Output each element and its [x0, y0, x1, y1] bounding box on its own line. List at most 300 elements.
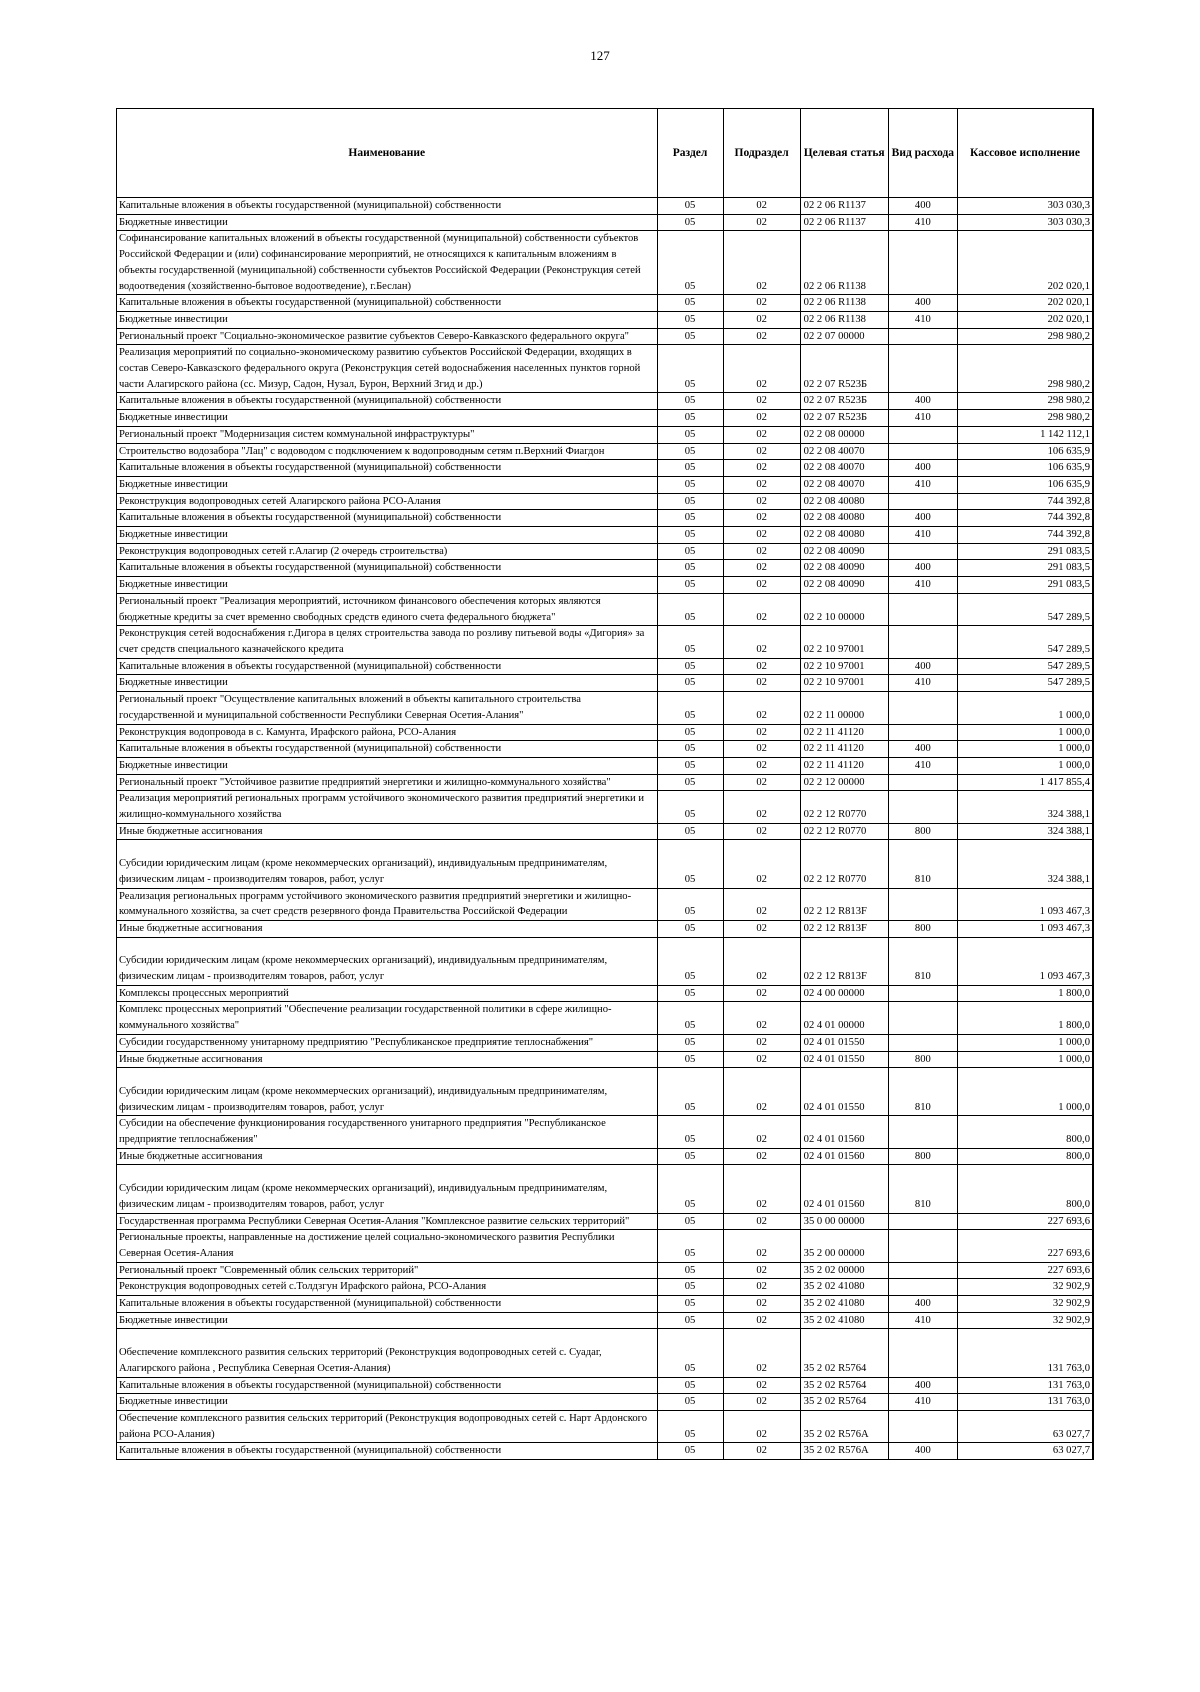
table-row: [117, 593, 1094, 625]
cell-section: 05: [657, 675, 723, 692]
cell-article: 02 4 01 01550: [800, 1068, 888, 1116]
cell-amount: 800,0: [958, 1165, 1093, 1213]
cell-section: 05: [657, 1394, 723, 1411]
cell-section: 05: [657, 328, 723, 345]
cell-section: 05: [657, 774, 723, 791]
table-row: [117, 443, 1094, 460]
cell-section: 05: [657, 1165, 723, 1213]
cell-name: Региональный проект "Социально-экономическое развитие субъектов Северо-Кавказского федерального округа": [117, 328, 658, 345]
cell-expense-type: [888, 328, 957, 345]
cell-expense-type: 410: [888, 214, 957, 231]
cell-section: 05: [657, 1230, 723, 1262]
cell-section: 05: [657, 443, 723, 460]
cell-amount: 1 000,0: [958, 757, 1093, 774]
cell-article: 02 2 08 40080: [800, 493, 888, 510]
cell-article: 02 2 06 R1138: [800, 311, 888, 328]
cell-subsection: 02: [723, 1410, 800, 1442]
cell-subsection: 02: [723, 1329, 800, 1377]
cell-subsection: 02: [723, 1051, 800, 1068]
cell-name: Субсидии юридическим лицам (кроме некоммерческих организаций), индивидуальным предпринимателям, физическим лицам - производителям товаров, работ, услуг: [117, 937, 658, 985]
cell-subsection: 02: [723, 1068, 800, 1116]
cell-subsection: 02: [723, 214, 800, 231]
cell-subsection: 02: [723, 888, 800, 920]
cell-name: Региональный проект "Модернизация систем коммунальной инфраструктуры": [117, 426, 658, 443]
cell-expense-type: 400: [888, 560, 957, 577]
cell-article: 02 2 06 R1138: [800, 231, 888, 295]
header-article: Целевая статья: [800, 109, 888, 198]
cell-section: 05: [657, 757, 723, 774]
cell-amount: 547 289,5: [958, 675, 1093, 692]
cell-name: Капитальные вложения в объекты государственной (муниципальной) собственности: [117, 510, 658, 527]
cell-subsection: 02: [723, 577, 800, 594]
table-row: [117, 1051, 1094, 1068]
table-row: [117, 1443, 1094, 1460]
cell-article: 02 2 11 00000: [800, 692, 888, 724]
cell-expense-type: 410: [888, 311, 957, 328]
cell-subsection: 02: [723, 675, 800, 692]
cell-expense-type: [888, 1410, 957, 1442]
cell-amount: 1 000,0: [958, 1068, 1093, 1116]
cell-article: 02 2 10 00000: [800, 593, 888, 625]
header-name: Наименование: [117, 109, 658, 198]
cell-subsection: 02: [723, 443, 800, 460]
cell-article: 02 4 00 00000: [800, 985, 888, 1002]
cell-subsection: 02: [723, 1394, 800, 1411]
cell-subsection: 02: [723, 1296, 800, 1313]
table-row: [117, 692, 1094, 724]
cell-section: 05: [657, 724, 723, 741]
cell-name: Комплексы процессных мероприятий: [117, 985, 658, 1002]
cell-amount: 800,0: [958, 1116, 1093, 1148]
cell-expense-type: 400: [888, 1443, 957, 1460]
cell-expense-type: 410: [888, 1394, 957, 1411]
cell-section: 05: [657, 577, 723, 594]
cell-amount: 303 030,3: [958, 214, 1093, 231]
cell-section: 05: [657, 626, 723, 658]
cell-section: 05: [657, 410, 723, 427]
cell-name: Бюджетные инвестиции: [117, 214, 658, 231]
cell-name: Субсидии на обеспечение функционирования государственного унитарного предприятия "Республиканское предприятие теплоснабжения": [117, 1116, 658, 1148]
cell-name: Реализация мероприятий по социально-экономическому развитию субъектов Российской Федерации, входящих в состав Северо-Кавказского федерального округа (Реконструкция сетей водоснабжения населенных пунктов горной части Алагирского района (сс. Мизур, Садон, Нузал, Бурон, Верхний Згид и др.): [117, 345, 658, 393]
table-row: [117, 410, 1094, 427]
cell-amount: 106 635,9: [958, 460, 1093, 477]
cell-subsection: 02: [723, 1262, 800, 1279]
cell-expense-type: 400: [888, 1377, 957, 1394]
cell-expense-type: [888, 493, 957, 510]
cell-expense-type: 410: [888, 757, 957, 774]
cell-subsection: 02: [723, 1148, 800, 1165]
header-amount: Кассовое исполнение: [958, 109, 1093, 198]
table-row: [117, 1312, 1094, 1329]
cell-section: 05: [657, 1068, 723, 1116]
cell-name: Субсидии государственному унитарному предприятию "Республиканское предприятие теплоснабжения": [117, 1034, 658, 1051]
cell-expense-type: [888, 774, 957, 791]
cell-name: Капитальные вложения в объекты государственной (муниципальной) собственности: [117, 393, 658, 410]
cell-amount: 32 902,9: [958, 1279, 1093, 1296]
cell-expense-type: 810: [888, 1068, 957, 1116]
cell-article: 02 2 11 41120: [800, 741, 888, 758]
cell-section: 05: [657, 840, 723, 888]
cell-expense-type: 400: [888, 393, 957, 410]
cell-subsection: 02: [723, 1312, 800, 1329]
cell-section: 05: [657, 476, 723, 493]
cell-article: 35 2 02 R576A: [800, 1443, 888, 1460]
cell-section: 05: [657, 560, 723, 577]
table-row: [117, 311, 1094, 328]
cell-section: 05: [657, 593, 723, 625]
cell-article: 02 2 08 40090: [800, 560, 888, 577]
cell-article: 02 2 08 40080: [800, 527, 888, 544]
cell-expense-type: [888, 1329, 957, 1377]
table-row: [117, 1262, 1094, 1279]
cell-expense-type: 400: [888, 510, 957, 527]
table-row: [117, 1394, 1094, 1411]
cell-name: Капитальные вложения в объекты государственной (муниципальной) собственности: [117, 741, 658, 758]
cell-name: Региональный проект "Устойчивое развитие предприятий энергетики и жилищно-коммунального хозяйства": [117, 774, 658, 791]
cell-expense-type: [888, 426, 957, 443]
cell-subsection: 02: [723, 1002, 800, 1034]
cell-subsection: 02: [723, 1443, 800, 1460]
cell-expense-type: [888, 1034, 957, 1051]
cell-article: 02 2 07 R523Б: [800, 345, 888, 393]
cell-subsection: 02: [723, 410, 800, 427]
cell-subsection: 02: [723, 328, 800, 345]
table-row: [117, 741, 1094, 758]
cell-section: 05: [657, 1213, 723, 1230]
cell-article: 35 2 02 41080: [800, 1279, 888, 1296]
cell-subsection: 02: [723, 840, 800, 888]
cell-article: 02 2 11 41120: [800, 757, 888, 774]
cell-section: 05: [657, 888, 723, 920]
table-row: [117, 345, 1094, 393]
cell-amount: 106 635,9: [958, 476, 1093, 493]
cell-amount: 291 083,5: [958, 560, 1093, 577]
cell-expense-type: 410: [888, 577, 957, 594]
cell-subsection: 02: [723, 1165, 800, 1213]
cell-subsection: 02: [723, 527, 800, 544]
table-row: [117, 1230, 1094, 1262]
cell-section: 05: [657, 460, 723, 477]
cell-amount: 1 417 855,4: [958, 774, 1093, 791]
cell-amount: 298 980,2: [958, 410, 1093, 427]
cell-expense-type: 410: [888, 527, 957, 544]
cell-article: 02 2 10 97001: [800, 626, 888, 658]
table-row: [117, 1377, 1094, 1394]
cell-expense-type: 400: [888, 295, 957, 312]
cell-section: 05: [657, 1148, 723, 1165]
cell-name: Обеспечение комплексного развития сельских территорий (Реконструкция водопроводных сетей с. Нарт Ардонского района РСО-Алания): [117, 1410, 658, 1442]
page-number: 127: [590, 48, 610, 63]
header-section: Раздел: [657, 109, 723, 198]
table-row: [117, 560, 1094, 577]
cell-name: Бюджетные инвестиции: [117, 410, 658, 427]
table-row: [117, 393, 1094, 410]
cell-article: 02 2 12 R0770: [800, 823, 888, 840]
cell-section: 05: [657, 1034, 723, 1051]
cell-amount: 298 980,2: [958, 345, 1093, 393]
table-row: [117, 493, 1094, 510]
cell-amount: 63 027,7: [958, 1410, 1093, 1442]
cell-article: 02 2 08 40070: [800, 476, 888, 493]
cell-name: Иные бюджетные ассигнования: [117, 1051, 658, 1068]
cell-expense-type: 800: [888, 823, 957, 840]
table-row: [117, 1279, 1094, 1296]
cell-article: 02 2 10 97001: [800, 675, 888, 692]
table-row: [117, 543, 1094, 560]
cell-amount: 298 980,2: [958, 393, 1093, 410]
cell-subsection: 02: [723, 476, 800, 493]
cell-section: 05: [657, 295, 723, 312]
cell-name: Комплекс процессных мероприятий "Обеспечение реализации государственной политики в сфере жилищно-коммунального хозяйства": [117, 1002, 658, 1034]
cell-amount: 227 693,6: [958, 1213, 1093, 1230]
cell-subsection: 02: [723, 757, 800, 774]
cell-section: 05: [657, 985, 723, 1002]
cell-name: Реализация региональных программ устойчивого экономического развития предприятий энергетики и жилищно-коммунального хозяйства, за счет средств резервного фонда Правительства Российской Федерации: [117, 888, 658, 920]
cell-section: 05: [657, 741, 723, 758]
table-row: [117, 1165, 1094, 1213]
cell-article: 35 2 02 00000: [800, 1262, 888, 1279]
cell-name: Государственная программа Республики Северная Осетия-Алания "Комплексное развитие сельских территорий": [117, 1213, 658, 1230]
cell-name: Бюджетные инвестиции: [117, 675, 658, 692]
cell-expense-type: 810: [888, 1165, 957, 1213]
cell-article: 02 2 08 40090: [800, 543, 888, 560]
cell-name: Софинансирование капитальных вложений в объекты государственной (муниципальной) собственности субъектов Российской Федерации и (или) софинансирование мероприятий, не относящихся к капитальным вложениям в объекты государственной (муниципальной) собственности субъектов Российской Федерации (Реконструкция сетей водоотведения (хозяйственно-бытовое водоотведение), г.Беслан): [117, 231, 658, 295]
table-row: [117, 328, 1094, 345]
cell-name: Бюджетные инвестиции: [117, 1394, 658, 1411]
cell-article: 02 2 10 97001: [800, 658, 888, 675]
cell-article: 02 2 07 00000: [800, 328, 888, 345]
table-row: [117, 1068, 1094, 1116]
cell-amount: 1 142 112,1: [958, 426, 1093, 443]
cell-section: 05: [657, 231, 723, 295]
cell-expense-type: [888, 1116, 957, 1148]
cell-subsection: 02: [723, 791, 800, 823]
cell-amount: 324 388,1: [958, 840, 1093, 888]
cell-subsection: 02: [723, 1230, 800, 1262]
cell-name: Бюджетные инвестиции: [117, 757, 658, 774]
cell-amount: 324 388,1: [958, 791, 1093, 823]
cell-amount: 1 000,0: [958, 692, 1093, 724]
cell-article: 02 2 06 R1138: [800, 295, 888, 312]
cell-amount: 800,0: [958, 1148, 1093, 1165]
cell-subsection: 02: [723, 823, 800, 840]
cell-article: 02 2 08 40070: [800, 443, 888, 460]
cell-amount: 202 020,1: [958, 311, 1093, 328]
cell-amount: 1 000,0: [958, 724, 1093, 741]
cell-article: 35 2 02 R5764: [800, 1329, 888, 1377]
cell-section: 05: [657, 198, 723, 215]
cell-name: Бюджетные инвестиции: [117, 1312, 658, 1329]
cell-amount: 324 388,1: [958, 823, 1093, 840]
cell-expense-type: 810: [888, 937, 957, 985]
cell-article: 02 2 12 R0770: [800, 840, 888, 888]
cell-article: 02 4 01 01560: [800, 1148, 888, 1165]
cell-subsection: 02: [723, 510, 800, 527]
cell-subsection: 02: [723, 1279, 800, 1296]
cell-expense-type: 410: [888, 675, 957, 692]
table-row: [117, 1034, 1094, 1051]
cell-section: 05: [657, 1312, 723, 1329]
cell-subsection: 02: [723, 741, 800, 758]
cell-name: Бюджетные инвестиции: [117, 476, 658, 493]
cell-amount: 131 763,0: [958, 1377, 1093, 1394]
cell-section: 05: [657, 393, 723, 410]
table-row: [117, 1116, 1094, 1148]
cell-section: 05: [657, 345, 723, 393]
cell-expense-type: [888, 692, 957, 724]
cell-subsection: 02: [723, 774, 800, 791]
cell-expense-type: [888, 1002, 957, 1034]
cell-section: 05: [657, 1377, 723, 1394]
cell-name: Бюджетные инвестиции: [117, 311, 658, 328]
table-row: [117, 675, 1094, 692]
cell-article: 02 2 06 R1137: [800, 214, 888, 231]
cell-amount: 131 763,0: [958, 1329, 1093, 1377]
cell-name: Субсидии юридическим лицам (кроме некоммерческих организаций), индивидуальным предпринимателям, физическим лицам - производителям товаров, работ, услуг: [117, 1165, 658, 1213]
cell-article: 35 0 00 00000: [800, 1213, 888, 1230]
cell-article: 02 4 01 00000: [800, 1002, 888, 1034]
cell-article: 35 2 02 R5764: [800, 1394, 888, 1411]
table-row: [117, 198, 1094, 215]
cell-name: Иные бюджетные ассигнования: [117, 920, 658, 937]
cell-expense-type: [888, 543, 957, 560]
cell-amount: 32 902,9: [958, 1312, 1093, 1329]
cell-section: 05: [657, 510, 723, 527]
table-row: [117, 823, 1094, 840]
header-expense-type: Вид расхода: [888, 109, 957, 198]
header-subsection: Подраздел: [723, 109, 800, 198]
cell-subsection: 02: [723, 426, 800, 443]
cell-subsection: 02: [723, 231, 800, 295]
table-body: [117, 198, 1094, 1460]
cell-article: 02 2 11 41120: [800, 724, 888, 741]
cell-section: 05: [657, 493, 723, 510]
cell-section: 05: [657, 1262, 723, 1279]
cell-expense-type: 400: [888, 1296, 957, 1313]
budget-table: [116, 108, 1094, 1460]
cell-amount: 1 093 467,3: [958, 888, 1093, 920]
cell-subsection: 02: [723, 295, 800, 312]
cell-amount: 1 000,0: [958, 1034, 1093, 1051]
table-row: [117, 426, 1094, 443]
table-row: [117, 840, 1094, 888]
cell-name: Реконструкция водопроводных сетей с.Толдзгун Ирафского района, РСО-Алания: [117, 1279, 658, 1296]
cell-article: 02 4 01 01550: [800, 1034, 888, 1051]
cell-name: Капитальные вложения в объекты государственной (муниципальной) собственности: [117, 198, 658, 215]
cell-name: Бюджетные инвестиции: [117, 527, 658, 544]
cell-subsection: 02: [723, 393, 800, 410]
cell-name: Капитальные вложения в объекты государственной (муниципальной) собственности: [117, 1377, 658, 1394]
cell-article: 02 2 08 40090: [800, 577, 888, 594]
cell-amount: 744 392,8: [958, 510, 1093, 527]
cell-article: 02 2 08 40080: [800, 510, 888, 527]
cell-expense-type: 400: [888, 741, 957, 758]
table-row: [117, 757, 1094, 774]
cell-amount: 291 083,5: [958, 577, 1093, 594]
cell-article: 02 2 12 R813F: [800, 888, 888, 920]
cell-article: 02 4 01 01560: [800, 1165, 888, 1213]
table-row: [117, 920, 1094, 937]
cell-section: 05: [657, 791, 723, 823]
cell-section: 05: [657, 1002, 723, 1034]
table-row: [117, 626, 1094, 658]
cell-subsection: 02: [723, 1377, 800, 1394]
cell-section: 05: [657, 1296, 723, 1313]
cell-article: 02 2 12 R813F: [800, 920, 888, 937]
cell-name: Капитальные вложения в объекты государственной (муниципальной) собственности: [117, 1443, 658, 1460]
table-row: [117, 888, 1094, 920]
cell-amount: 298 980,2: [958, 328, 1093, 345]
cell-subsection: 02: [723, 560, 800, 577]
cell-amount: 1 000,0: [958, 1051, 1093, 1068]
table-row: [117, 1329, 1094, 1377]
cell-article: 02 2 12 00000: [800, 774, 888, 791]
cell-name: Иные бюджетные ассигнования: [117, 823, 658, 840]
cell-section: 05: [657, 214, 723, 231]
cell-subsection: 02: [723, 198, 800, 215]
cell-expense-type: 800: [888, 1148, 957, 1165]
cell-expense-type: [888, 724, 957, 741]
cell-section: 05: [657, 692, 723, 724]
cell-expense-type: [888, 1262, 957, 1279]
cell-name: Субсидии юридическим лицам (кроме некоммерческих организаций), индивидуальным предпринимателям, физическим лицам - производителям товаров, работ, услуг: [117, 840, 658, 888]
cell-section: 05: [657, 1329, 723, 1377]
cell-name: Капитальные вложения в объекты государственной (муниципальной) собственности: [117, 560, 658, 577]
cell-amount: 1 000,0: [958, 741, 1093, 758]
cell-expense-type: 800: [888, 920, 957, 937]
cell-subsection: 02: [723, 920, 800, 937]
table-row: [117, 295, 1094, 312]
cell-subsection: 02: [723, 1034, 800, 1051]
cell-subsection: 02: [723, 724, 800, 741]
cell-amount: 547 289,5: [958, 593, 1093, 625]
table-row: [117, 231, 1094, 295]
cell-name: Реконструкция водопроводных сетей Алагирского района РСО-Алания: [117, 493, 658, 510]
cell-section: 05: [657, 937, 723, 985]
cell-article: 02 2 06 R1137: [800, 198, 888, 215]
cell-expense-type: 410: [888, 1312, 957, 1329]
cell-expense-type: [888, 345, 957, 393]
table-row: [117, 577, 1094, 594]
cell-amount: 227 693,6: [958, 1230, 1093, 1262]
cell-expense-type: 800: [888, 1051, 957, 1068]
cell-section: 05: [657, 311, 723, 328]
cell-amount: 1 800,0: [958, 985, 1093, 1002]
cell-subsection: 02: [723, 937, 800, 985]
cell-expense-type: 410: [888, 410, 957, 427]
cell-amount: 202 020,1: [958, 231, 1093, 295]
cell-subsection: 02: [723, 593, 800, 625]
cell-subsection: 02: [723, 1213, 800, 1230]
cell-amount: 227 693,6: [958, 1262, 1093, 1279]
cell-name: Субсидии юридическим лицам (кроме некоммерческих организаций), индивидуальным предпринимателям, физическим лицам - производителям товаров, работ, услуг: [117, 1068, 658, 1116]
cell-section: 05: [657, 527, 723, 544]
cell-article: 35 2 02 R5764: [800, 1377, 888, 1394]
cell-subsection: 02: [723, 1116, 800, 1148]
cell-article: 02 2 07 R523Б: [800, 410, 888, 427]
table-row: [117, 1002, 1094, 1034]
cell-section: 05: [657, 1443, 723, 1460]
cell-amount: 303 030,3: [958, 198, 1093, 215]
cell-section: 05: [657, 1410, 723, 1442]
cell-subsection: 02: [723, 311, 800, 328]
table-row: [117, 658, 1094, 675]
cell-expense-type: 400: [888, 198, 957, 215]
cell-name: Иные бюджетные ассигнования: [117, 1148, 658, 1165]
cell-subsection: 02: [723, 658, 800, 675]
cell-section: 05: [657, 1051, 723, 1068]
table-header-row: [117, 109, 1094, 198]
